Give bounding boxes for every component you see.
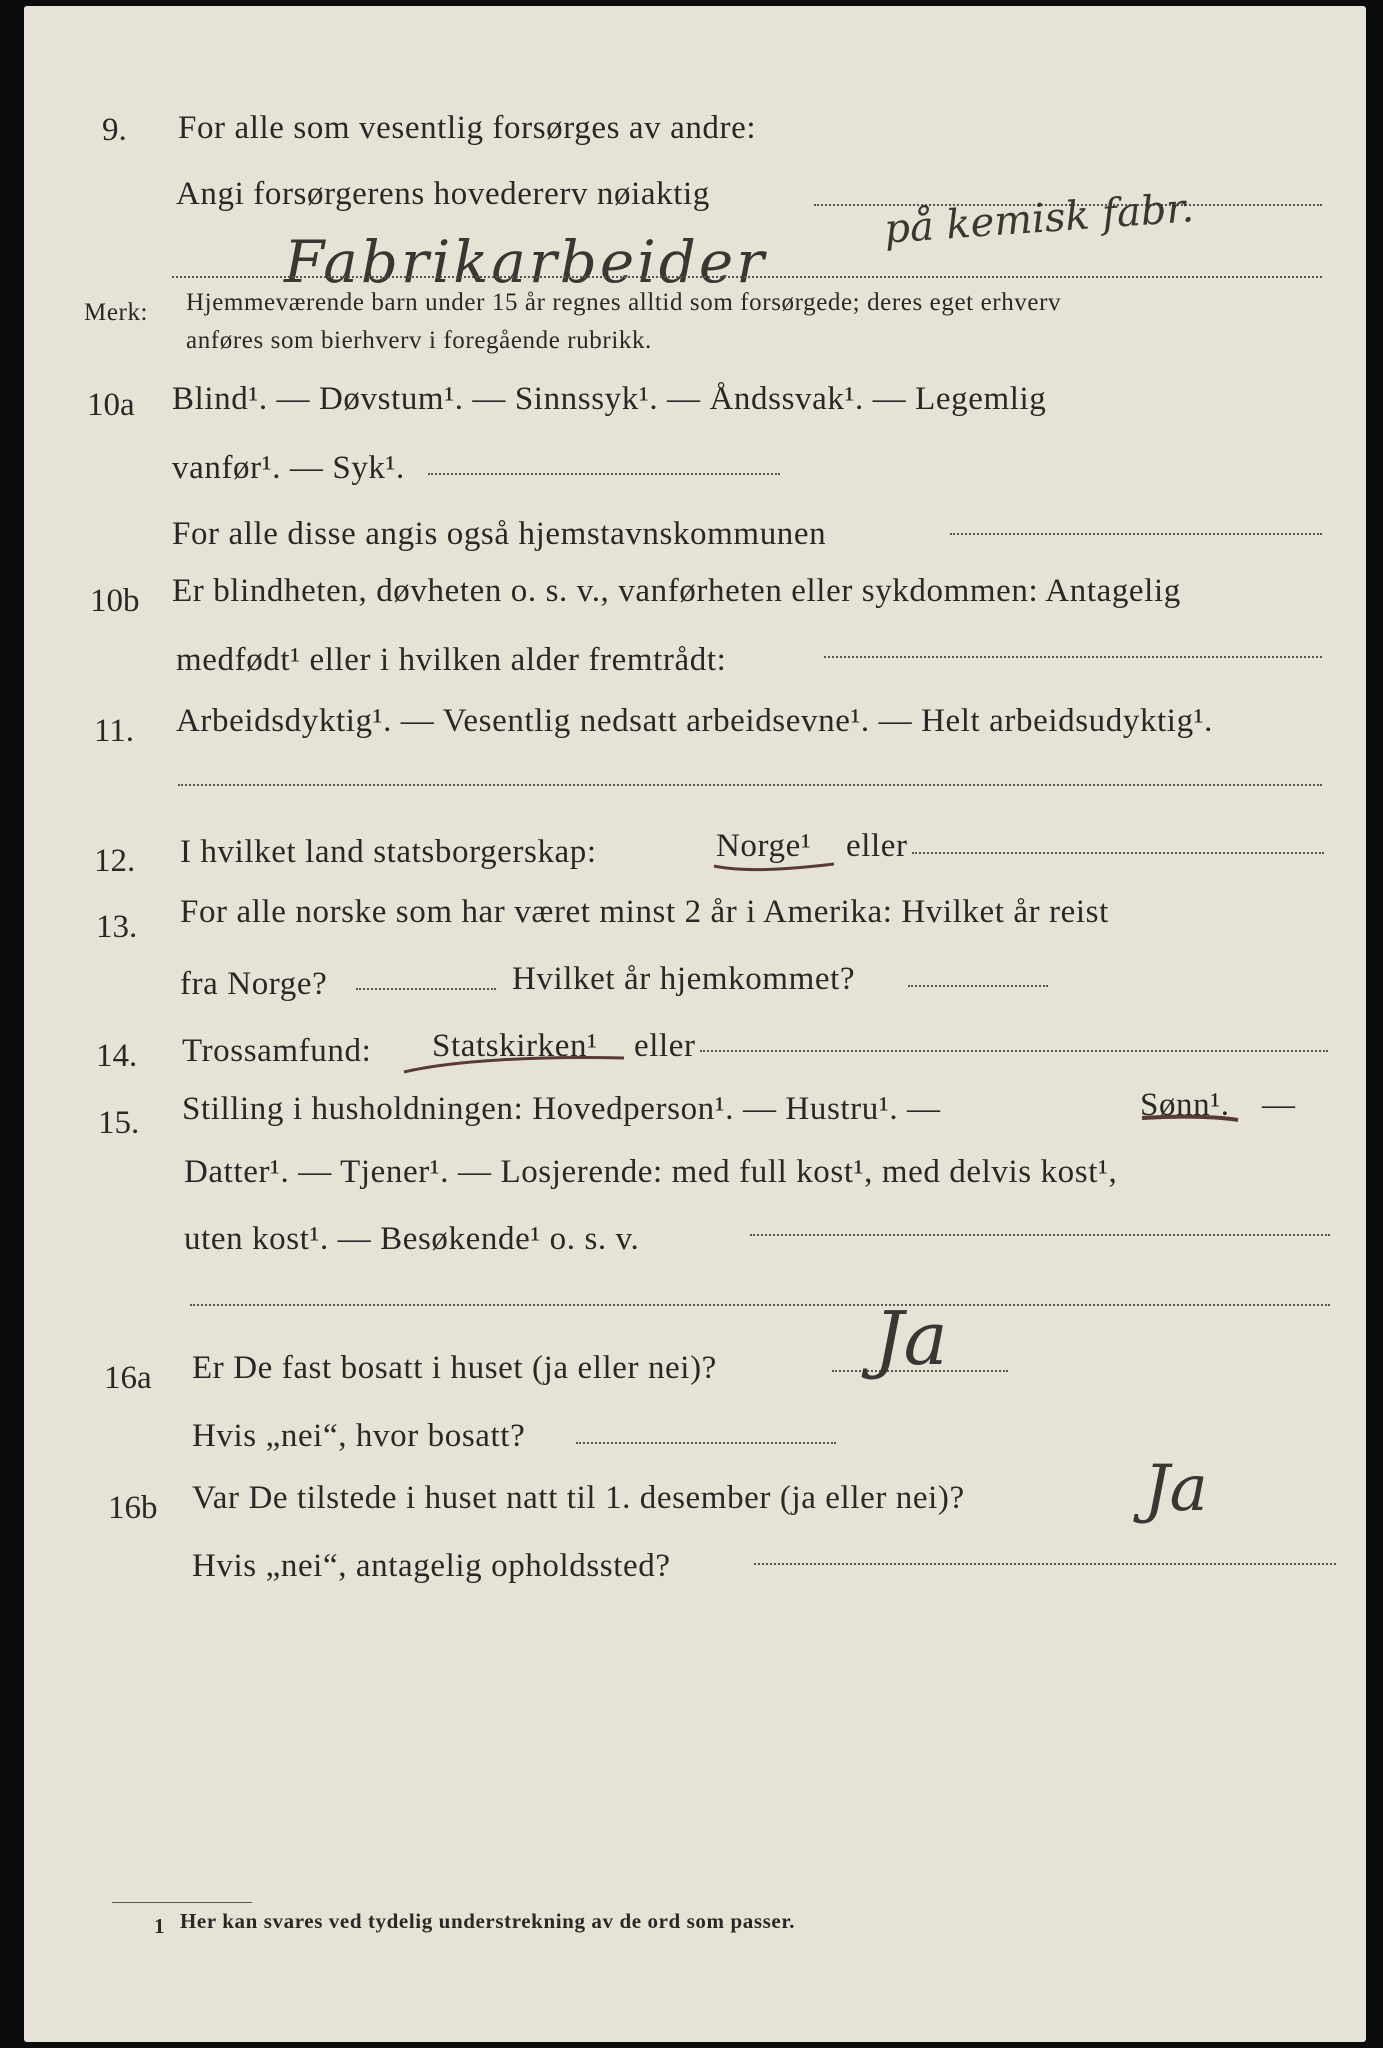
q15-choice-sonn: Sønn¹. — [1140, 1087, 1230, 1123]
q10b-number: 10b — [90, 583, 140, 619]
q11-text-line1: Arbeidsdyktig¹. — Vesentlig nedsatt arbeidsevne¹. — Helt arbeidsudyktig¹. — [176, 703, 1214, 739]
q13-number: 13. — [96, 909, 138, 945]
q16b-handwritten-answer: Ja — [1144, 1452, 1208, 1526]
q14-choice-statskirken: Statskirken¹ — [432, 1028, 598, 1064]
q12-number: 12. — [94, 843, 136, 879]
q12-choice-norge: Norge¹ — [716, 828, 812, 864]
q10b-text-line2: medfødt¹ eller i hvilken alder fremtrådt: — [176, 642, 727, 678]
q9-number: 9. — [102, 112, 127, 148]
q12-text-tail: eller — [846, 828, 908, 864]
q10b-text-line1: Er blindheten, døvheten o. s. v., vanførheten eller sykdommen: Antagelig — [172, 573, 1181, 609]
q10a-text-line3: For alle disse angis også hjemstavnskommunen — [172, 516, 827, 552]
q9-text-line2: Angi forsørgerens hovedererv nøiaktig — [176, 176, 710, 212]
q16a-handwritten-answer: Ja — [874, 1296, 948, 1382]
handwritten-underlines — [24, 6, 1366, 2042]
q10a-number: 10a — [87, 387, 135, 423]
q16a-number: 16a — [104, 1360, 152, 1396]
q12-text-lead: I hvilket land statsborgerskap: — [180, 834, 597, 870]
q14-number: 14. — [96, 1038, 138, 1074]
footnote-mark: 1 — [154, 1914, 166, 1938]
q15-text-line1c: — — [1262, 1087, 1296, 1123]
q16b-number: 16b — [108, 1490, 158, 1526]
q16b-text-line1: Var De tilstede i huset natt til 1. desember (ja eller nei)? — [192, 1480, 965, 1516]
footnote-text: Her kan svares ved tydelig understrekning av de ord som passer. — [180, 1909, 796, 1933]
census-form-page — [24, 6, 1366, 2042]
q16a-text-line2: Hvis „nei“, hvor bosatt? — [192, 1418, 526, 1454]
q15-text-line3: uten kost¹. — Besøkende¹ o. s. v. — [184, 1221, 640, 1257]
underline-sonn — [1142, 1117, 1238, 1120]
q15-number: 15. — [98, 1105, 140, 1141]
q13-text-line2b: Hvilket år hjemkommet? — [512, 961, 856, 997]
q9-text-line1: For alle som vesentlig forsørges av andre: — [178, 110, 757, 146]
q10a-text-line2: vanfør¹. — Syk¹. — [172, 450, 405, 486]
q13-text-line1: For alle norske som har været minst 2 år i Amerika: Hvilket år reist — [180, 894, 1109, 930]
q9-handwritten-extra: på kemisk fabr. — [882, 185, 1196, 253]
underline-statskirken — [404, 1058, 624, 1072]
q16b-text-line2: Hvis „nei“, antagelig opholdssted? — [192, 1548, 671, 1584]
q15-text-line2: Datter¹. — Tjener¹. — Losjerende: med full kost¹, med delvis kost¹, — [184, 1154, 1118, 1190]
q14-text-lead: Trossamfund: — [182, 1033, 372, 1069]
q10a-text-line1: Blind¹. — Døvstum¹. — Sinnssyk¹. — Åndssvak¹. — Legemlig — [172, 381, 1047, 417]
q16a-text-line1: Er De fast bosatt i huset (ja eller nei)? — [192, 1350, 717, 1386]
q13-text-line2a: fra Norge? — [180, 966, 328, 1002]
q11-number: 11. — [94, 713, 135, 749]
underline-norge — [714, 864, 834, 870]
q14-text-tail: eller — [634, 1028, 696, 1064]
q15-text-line1a: Stilling i husholdningen: Hovedperson¹. — Hustru¹. — — [182, 1091, 941, 1127]
q9-handwritten-answer: Fabrikarbeider — [284, 228, 767, 296]
merk-text-line2: anføres som bierhverv i foregående rubrikk. — [186, 327, 652, 354]
merk-text-line1: Hjemmeværende barn under 15 år regnes alltid som forsørgede; deres eget erhverv — [186, 289, 1062, 316]
merk-label: Merk: — [84, 299, 149, 326]
